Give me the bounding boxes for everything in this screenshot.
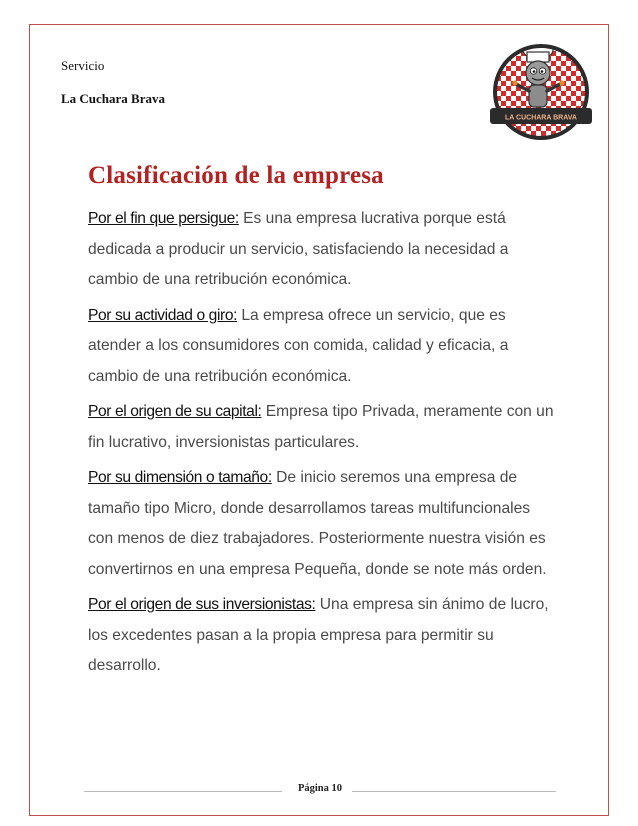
page-number: Página 10 — [297, 783, 343, 794]
page-footer — [84, 782, 556, 802]
section-text: Empresa tipo Privada, meramente con un fin lucrativo, inversionistas particulares. — [88, 403, 554, 451]
section-text: Es una empresa lucrativa porque está dedicada a producir un servicio, satisfaciendo la necesidad a cambio de una retribución económica. — [88, 210, 509, 288]
section-capital — [88, 397, 558, 458]
classification-content — [88, 204, 558, 687]
section-text: De inicio seremos una empresa de tamaño tipo Micro, donde desarrollamos tareas multifuncionales con menos de diez trabajadores. Posteriormente nuestra visión es convertirnos en una empresa Pequeña, donde se note más orden. — [88, 469, 547, 578]
section-label: Por el fin que persigue: — [88, 210, 239, 227]
section-text: La empresa ofrece un servicio, que es atender a los consumidores con comida, calidad y eficacia, a cambio de una retribución económica. — [88, 306, 509, 385]
section-label: Por el origen de su capital: — [88, 403, 262, 420]
page-title: Clasificación de la empresa — [88, 162, 384, 189]
section-label: Por su actividad o giro: — [88, 306, 238, 324]
company-logo — [486, 36, 596, 146]
logo-text: LA CUCHARA BRAVA — [505, 114, 577, 122]
section-label: Por su dimensión o tamaño: — [88, 469, 272, 486]
footer-rule-right — [352, 791, 556, 792]
header-service-label: Servicio — [61, 58, 105, 73]
header-company-name: La Cuchara Brava — [61, 91, 165, 106]
section-fin — [88, 204, 558, 296]
section-dimension — [88, 463, 558, 585]
section-actividad — [88, 301, 558, 393]
section-label: Por el origen de sus inversionistas: — [88, 596, 316, 613]
section-inversionistas — [88, 590, 558, 682]
section-text: Una empresa sin ánimo de lucro, los excedentes pasan a la propia empresa para permitir su desarrollo. — [88, 596, 549, 674]
